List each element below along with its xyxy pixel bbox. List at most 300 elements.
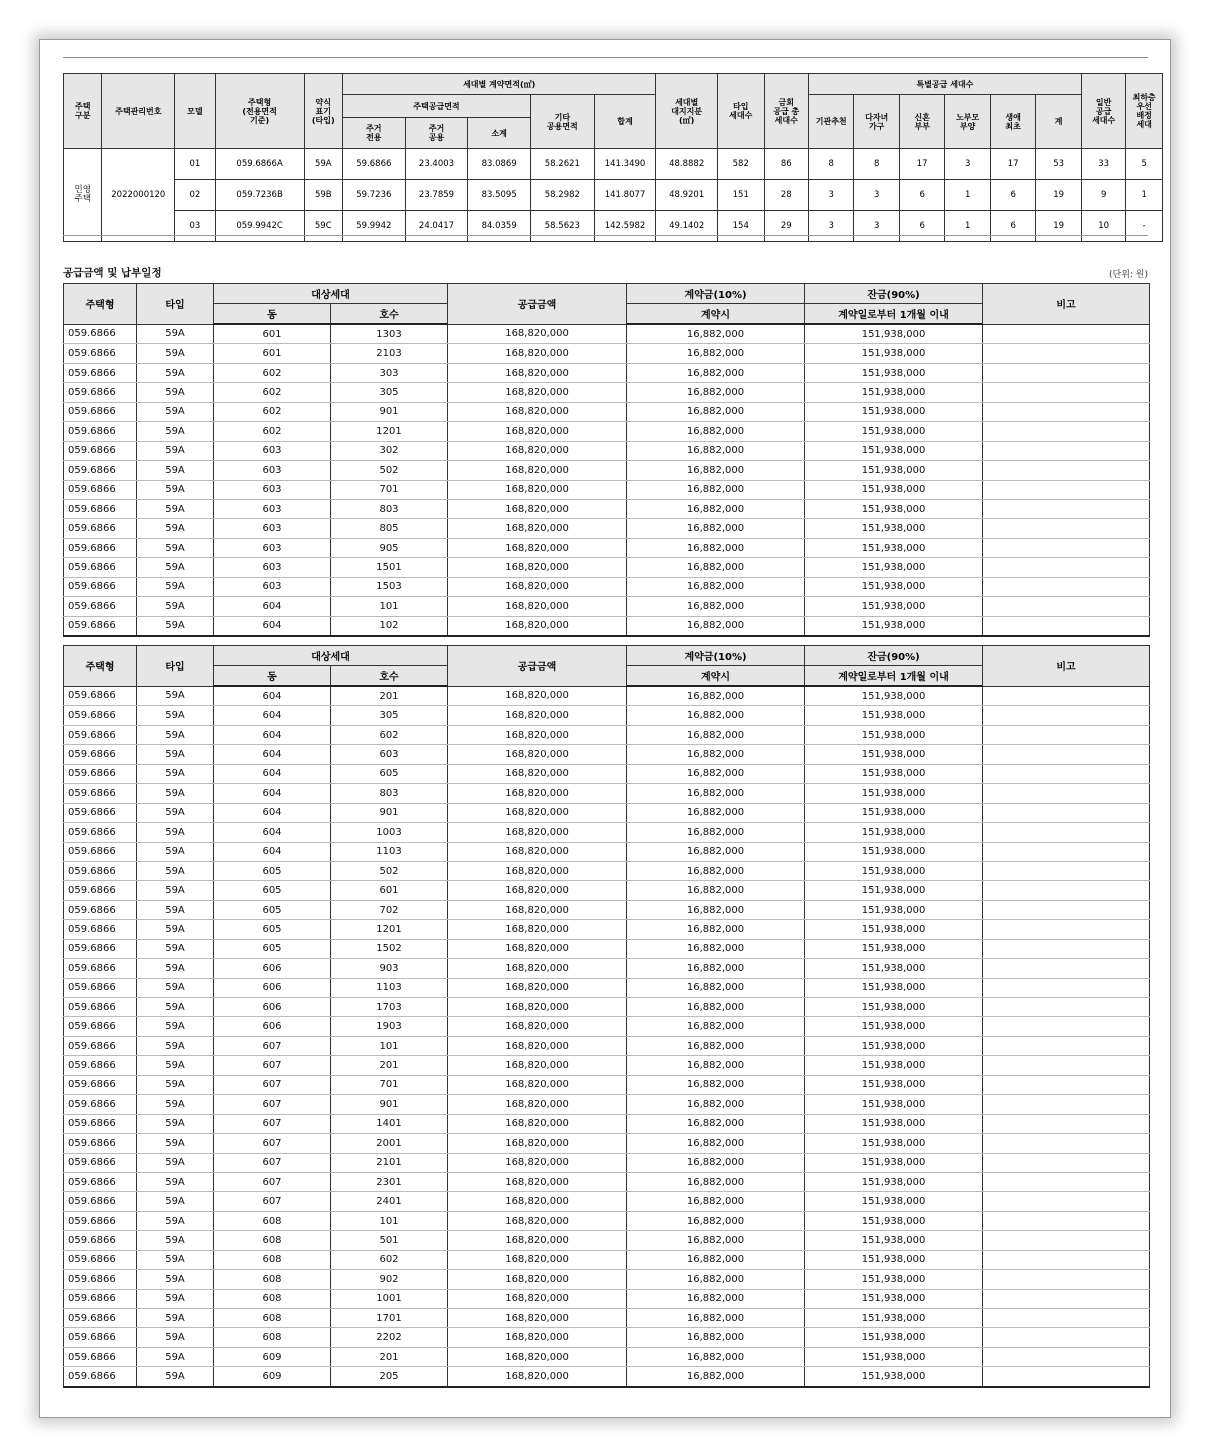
header-area-total: 합계: [594, 95, 656, 149]
cell-remarks: [983, 998, 1150, 1017]
cell-remarks: [983, 1309, 1150, 1328]
cell-unit-no: 601: [331, 881, 448, 900]
cell-supply-price: 168,820,000: [448, 920, 627, 939]
cell-remarks: [983, 1036, 1150, 1055]
cell-balance: 151,938,000: [805, 978, 983, 997]
price-row: [64, 784, 1150, 803]
cell-supply-subtotal: 83.5095: [468, 180, 531, 211]
cell-balance: 151,938,000: [805, 597, 983, 616]
cell-total-supply: 29: [764, 211, 808, 242]
cell-type: 59A: [137, 1095, 214, 1114]
cell-building: 603: [214, 577, 331, 596]
cell-housing-type: 059.6866: [64, 558, 137, 577]
cell-type: 59A: [137, 1347, 214, 1366]
cell-supply-price: 168,820,000: [448, 686, 627, 706]
cell-deposit: 16,882,000: [627, 1231, 805, 1250]
cell-unit-no: 1201: [331, 422, 448, 441]
cell-unit-no: 701: [331, 1075, 448, 1094]
cell-balance: 151,938,000: [805, 538, 983, 557]
cell-supply-price: 168,820,000: [448, 881, 627, 900]
cell-unit-no: 901: [331, 1095, 448, 1114]
cell-remarks: [983, 324, 1150, 344]
cell-type: 59A: [137, 1289, 214, 1308]
cell-type-units: 154: [718, 211, 765, 242]
cell-unit-no: 205: [331, 1367, 448, 1387]
cell-balance: 151,938,000: [805, 1036, 983, 1055]
cell-first-time: 6: [990, 180, 1035, 211]
cell-deposit: 16,882,000: [627, 597, 805, 616]
cell-remarks: [983, 461, 1150, 480]
cell-supply-price: 168,820,000: [448, 959, 627, 978]
cell-land-share: 48.8882: [656, 149, 718, 180]
cell-housing-type: 059.6866: [64, 577, 137, 596]
cell-housing-type: 059.6866: [64, 959, 137, 978]
cell-building: 604: [214, 706, 331, 725]
cell-total-supply: 86: [764, 149, 808, 180]
cell-housing-type: 059.6866: [64, 1095, 137, 1114]
cell-deposit: 16,882,000: [627, 383, 805, 402]
cell-unit-no: 605: [331, 764, 448, 783]
cell-total-supply: 28: [764, 180, 808, 211]
cell-deposit: 16,882,000: [627, 959, 805, 978]
cell-remarks: [983, 1056, 1150, 1075]
cell-unit-no: 305: [331, 706, 448, 725]
cell-type: 59A: [137, 1250, 214, 1269]
cell-type: 59A: [137, 1134, 214, 1153]
cell-housing-type: 059.6866: [64, 803, 137, 822]
cell-housing-type: 059.6866: [64, 978, 137, 997]
cell-remarks: [983, 480, 1150, 499]
price-row: [64, 383, 1150, 402]
cell-remarks: [983, 1250, 1150, 1269]
cell-model: 02: [175, 180, 215, 211]
price-row: [64, 441, 1150, 460]
cell-remarks: [983, 1231, 1150, 1250]
header-special-sum: 계: [1036, 95, 1082, 149]
cell-housing-type: 059.6866: [64, 1211, 137, 1230]
price-row: [64, 706, 1150, 725]
cell-exclusive-area: 59.6866: [342, 149, 405, 180]
cell-unit-no: 905: [331, 538, 448, 557]
cell-balance: 151,938,000: [805, 764, 983, 783]
cell-remarks: [983, 1172, 1150, 1191]
cell-special-sum: 19: [1036, 180, 1082, 211]
cell-special-sum: 19: [1036, 211, 1082, 242]
cell-housing-category: 민영 주택: [64, 149, 102, 242]
price-row: [64, 939, 1150, 958]
cell-remarks: [983, 1134, 1150, 1153]
header-balance: 잔금(90%): [805, 646, 983, 666]
cell-land-share: 49.1402: [656, 211, 718, 242]
price-row: [64, 1367, 1150, 1387]
cell-deposit: 16,882,000: [627, 764, 805, 783]
cell-balance: 151,938,000: [805, 1270, 983, 1289]
cell-unit-no: 901: [331, 803, 448, 822]
cell-housing-type: 059.6866: [64, 480, 137, 499]
cell-supply-price: 168,820,000: [448, 597, 627, 616]
cell-building: 602: [214, 383, 331, 402]
cell-housing-type: 059.6866: [64, 881, 137, 900]
price-row: [64, 1270, 1150, 1289]
cell-housing-type: 059.6866: [64, 441, 137, 460]
cell-type: 59A: [137, 900, 214, 919]
cell-housing-type: 059.6866: [64, 686, 137, 706]
cell-housing-type: 059.9942C: [215, 211, 304, 242]
price-row: [64, 1192, 1150, 1211]
cell-balance: 151,938,000: [805, 803, 983, 822]
cell-unit-no: 901: [331, 402, 448, 421]
cell-remarks: [983, 1153, 1150, 1172]
cell-type: 59A: [137, 725, 214, 744]
cell-housing-type: 059.6866: [64, 745, 137, 764]
cell-area-total: 141.8077: [594, 180, 656, 211]
cell-type: 59A: [137, 1231, 214, 1250]
cell-supply-price: 168,820,000: [448, 577, 627, 596]
header-balance-when: 계약일로부터 1개월 이내: [805, 304, 983, 325]
cell-unit-no: 101: [331, 1036, 448, 1055]
cell-building: 601: [214, 324, 331, 344]
header-other-common: 기타 공용면적: [531, 95, 595, 149]
cell-housing-type: 059.6866: [64, 461, 137, 480]
cell-deposit: 16,882,000: [627, 686, 805, 706]
header-unit-no: 호수: [331, 666, 448, 687]
cell-housing-type: 059.6866: [64, 1250, 137, 1269]
cell-other-common-area: 58.2982: [531, 180, 595, 211]
cell-first-time: 6: [990, 211, 1035, 242]
header-contract-area: 세대별 계약면적(㎡): [342, 74, 655, 95]
cell-building: 604: [214, 803, 331, 822]
price-row: [64, 1075, 1150, 1094]
cell-unit-no: 701: [331, 480, 448, 499]
header-deposit: 계약금(10%): [627, 284, 805, 304]
cell-deposit: 16,882,000: [627, 324, 805, 344]
cell-remarks: [983, 1095, 1150, 1114]
price-row: [64, 597, 1150, 616]
type-row: [64, 180, 1163, 211]
cell-deposit: 16,882,000: [627, 499, 805, 518]
cell-building: 605: [214, 881, 331, 900]
cell-building: 609: [214, 1367, 331, 1387]
cell-balance: 151,938,000: [805, 441, 983, 460]
cell-unit-no: 803: [331, 784, 448, 803]
cell-supply-price: 168,820,000: [448, 1095, 627, 1114]
cell-type: 59A: [137, 1036, 214, 1055]
cell-building: 609: [214, 1347, 331, 1366]
cell-supply-price: 168,820,000: [448, 784, 627, 803]
cell-building: 607: [214, 1075, 331, 1094]
cell-other-common-area: 58.2621: [531, 149, 595, 180]
cell-building: 604: [214, 842, 331, 861]
cell-unit-no: 102: [331, 616, 448, 636]
cell-unit-no: 702: [331, 900, 448, 919]
cell-lowest-floor: 5: [1126, 149, 1163, 180]
cell-supply-price: 168,820,000: [448, 1134, 627, 1153]
cell-remarks: [983, 1270, 1150, 1289]
cell-common-area: 23.4003: [405, 149, 468, 180]
cell-supply-price: 168,820,000: [448, 558, 627, 577]
cell-supply-price: 168,820,000: [448, 764, 627, 783]
cell-building: 604: [214, 686, 331, 706]
cell-remarks: [983, 519, 1150, 538]
cell-deposit: 16,882,000: [627, 998, 805, 1017]
cell-remarks: [983, 1211, 1150, 1230]
header-exclusive: 주거 전용: [342, 118, 405, 149]
cell-remarks: [983, 383, 1150, 402]
cell-housing-type: 059.6866A: [215, 149, 304, 180]
cell-balance: 151,938,000: [805, 383, 983, 402]
cell-balance: 151,938,000: [805, 1250, 983, 1269]
cell-general-supply: 33: [1081, 149, 1125, 180]
cell-building: 602: [214, 402, 331, 421]
cell-deposit: 16,882,000: [627, 784, 805, 803]
header-deposit: 계약금(10%): [627, 646, 805, 666]
cell-balance: 151,938,000: [805, 499, 983, 518]
cell-building: 603: [214, 538, 331, 557]
cell-deposit: 16,882,000: [627, 1095, 805, 1114]
cell-unit-no: 302: [331, 441, 448, 460]
cell-deposit: 16,882,000: [627, 881, 805, 900]
cell-deposit: 16,882,000: [627, 519, 805, 538]
cell-deposit: 16,882,000: [627, 616, 805, 636]
cell-supply-price: 168,820,000: [448, 939, 627, 958]
cell-building: 608: [214, 1250, 331, 1269]
cell-balance: 151,938,000: [805, 558, 983, 577]
cell-type: 59A: [137, 461, 214, 480]
cell-type: 59A: [137, 1192, 214, 1211]
cell-housing-type: 059.6866: [64, 784, 137, 803]
cell-remarks: [983, 920, 1150, 939]
cell-remarks: [983, 538, 1150, 557]
cell-remarks: [983, 499, 1150, 518]
cell-deposit: 16,882,000: [627, 461, 805, 480]
cell-remarks: [983, 1347, 1150, 1366]
cell-type: 59A: [137, 920, 214, 939]
cell-building: 605: [214, 920, 331, 939]
cell-housing-type: 059.6866: [64, 1231, 137, 1250]
header-model: 모델: [175, 74, 215, 149]
price-row: [64, 686, 1150, 706]
cell-housing-type: 059.6866: [64, 324, 137, 344]
cell-unit-no: 1201: [331, 920, 448, 939]
cell-type: 59A: [137, 480, 214, 499]
cell-supply-price: 168,820,000: [448, 725, 627, 744]
cell-building: 608: [214, 1328, 331, 1347]
cell-remarks: [983, 363, 1150, 382]
cell-type: 59A: [137, 784, 214, 803]
cell-type: 59A: [137, 519, 214, 538]
cell-general-supply: 9: [1081, 180, 1125, 211]
cell-housing-type: 059.6866: [64, 538, 137, 557]
cell-deposit: 16,882,000: [627, 978, 805, 997]
cell-deposit: 16,882,000: [627, 480, 805, 499]
cell-balance: 151,938,000: [805, 920, 983, 939]
price-row: [64, 920, 1150, 939]
price-row: [64, 1172, 1150, 1191]
cell-building: 603: [214, 499, 331, 518]
cell-unit-no: 305: [331, 383, 448, 402]
cell-first-time: 17: [990, 149, 1035, 180]
cell-remarks: [983, 823, 1150, 842]
price-row: [64, 363, 1150, 382]
cell-remarks: [983, 939, 1150, 958]
cell-housing-type: 059.6866: [64, 998, 137, 1017]
cell-building: 607: [214, 1036, 331, 1055]
cell-multi-child: 3: [854, 180, 899, 211]
cell-deposit: 16,882,000: [627, 1134, 805, 1153]
price-row: [64, 745, 1150, 764]
cell-balance: 151,938,000: [805, 1056, 983, 1075]
cell-balance: 151,938,000: [805, 1211, 983, 1230]
cell-building: 606: [214, 1017, 331, 1036]
cell-supply-price: 168,820,000: [448, 1172, 627, 1191]
cell-remarks: [983, 978, 1150, 997]
cell-unit-no: 1502: [331, 939, 448, 958]
cell-deposit: 16,882,000: [627, 1017, 805, 1036]
cell-building: 607: [214, 1114, 331, 1133]
cell-balance: 151,938,000: [805, 745, 983, 764]
cell-deposit: 16,882,000: [627, 577, 805, 596]
cell-supply-price: 168,820,000: [448, 861, 627, 880]
cell-supply-price: 168,820,000: [448, 1309, 627, 1328]
cell-type: 59A: [137, 1328, 214, 1347]
header-common: 주거 공용: [405, 118, 468, 149]
cell-supply-price: 168,820,000: [448, 745, 627, 764]
price-schedule-table-2: [63, 645, 1150, 1388]
cell-building: 605: [214, 900, 331, 919]
cell-supply-price: 168,820,000: [448, 519, 627, 538]
cell-type: 59A: [137, 441, 214, 460]
cell-elderly-parent: 1: [945, 211, 990, 242]
cell-unit-no: 101: [331, 597, 448, 616]
cell-deposit: 16,882,000: [627, 1347, 805, 1366]
cell-building: 601: [214, 344, 331, 363]
header-deposit-when: 계약시: [627, 666, 805, 687]
cell-building: 605: [214, 939, 331, 958]
cell-deposit: 16,882,000: [627, 402, 805, 421]
cell-deposit: 16,882,000: [627, 363, 805, 382]
cell-housing-type: 059.6866: [64, 1036, 137, 1055]
cell-remarks: [983, 881, 1150, 900]
cell-deposit: 16,882,000: [627, 1367, 805, 1387]
document-content: [63, 57, 1156, 1397]
cell-supply-price: 168,820,000: [448, 1328, 627, 1347]
header-housing-type: 주택형 (전용면적 기준): [215, 74, 304, 149]
cell-type: 59A: [137, 1017, 214, 1036]
cell-housing-type: 059.6866: [64, 499, 137, 518]
cell-type-units: 582: [718, 149, 765, 180]
cell-land-share: 48.9201: [656, 180, 718, 211]
cell-type: 59A: [137, 402, 214, 421]
cell-housing-type: 059.6866: [64, 1367, 137, 1387]
header-remarks: 비고: [983, 646, 1150, 687]
price-row: [64, 1289, 1150, 1308]
cell-deposit: 16,882,000: [627, 900, 805, 919]
cell-balance: 151,938,000: [805, 1231, 983, 1250]
cell-type: 59A: [137, 842, 214, 861]
header-subtotal: 소계: [468, 118, 531, 149]
cell-building: 604: [214, 764, 331, 783]
cell-housing-type: 059.6866: [64, 939, 137, 958]
cell-unit-no: 805: [331, 519, 448, 538]
cell-balance: 151,938,000: [805, 519, 983, 538]
price-row: [64, 881, 1150, 900]
unit-label: (단위: 원): [1109, 270, 1148, 280]
cell-balance: 151,938,000: [805, 1328, 983, 1347]
header-institution: 기관추천: [808, 95, 853, 149]
cell-building: 607: [214, 1172, 331, 1191]
cell-housing-type: 059.6866: [64, 1153, 137, 1172]
header-supply-price: 공급금액: [448, 284, 627, 325]
cell-unit-no: 1303: [331, 324, 448, 344]
cell-supply-price: 168,820,000: [448, 842, 627, 861]
cell-unit-no: 2401: [331, 1192, 448, 1211]
cell-balance: 151,938,000: [805, 686, 983, 706]
cell-unit-no: 2301: [331, 1172, 448, 1191]
cell-unit-no: 1001: [331, 1289, 448, 1308]
cell-unit-no: 201: [331, 1347, 448, 1366]
cell-deposit: 16,882,000: [627, 1309, 805, 1328]
cell-balance: 151,938,000: [805, 1095, 983, 1114]
cell-remarks: [983, 402, 1150, 421]
cell-elderly-parent: 1: [945, 180, 990, 211]
cell-deposit: 16,882,000: [627, 725, 805, 744]
cell-building: 608: [214, 1309, 331, 1328]
cell-deposit: 16,882,000: [627, 422, 805, 441]
header-housing-type: 주택형: [64, 284, 137, 325]
price-row: [64, 1211, 1150, 1230]
cell-model: 03: [175, 211, 215, 242]
cell-balance: 151,938,000: [805, 725, 983, 744]
price-row: [64, 1231, 1150, 1250]
price-row: [64, 324, 1150, 344]
cell-deposit: 16,882,000: [627, 842, 805, 861]
cell-housing-type: 059.6866: [64, 1017, 137, 1036]
cell-supply-price: 168,820,000: [448, 1347, 627, 1366]
cell-supply-price: 168,820,000: [448, 1250, 627, 1269]
cell-remarks: [983, 577, 1150, 596]
cell-building: 607: [214, 1095, 331, 1114]
cell-remarks: [983, 686, 1150, 706]
cell-newlywed: 6: [899, 180, 944, 211]
cell-supply-price: 168,820,000: [448, 324, 627, 344]
cell-supply-price: 168,820,000: [448, 1056, 627, 1075]
cell-housing-type: 059.6866: [64, 344, 137, 363]
cell-multi-child: 3: [854, 211, 899, 242]
price-row: [64, 499, 1150, 518]
cell-remarks: [983, 422, 1150, 441]
cell-exclusive-area: 59.9942: [342, 211, 405, 242]
header-special-supply: 특별공급 세대수: [808, 74, 1081, 95]
cell-building: 603: [214, 558, 331, 577]
cell-building: 603: [214, 441, 331, 460]
header-balance: 잔금(90%): [805, 284, 983, 304]
cell-general-supply: 10: [1081, 211, 1125, 242]
cell-housing-type: 059.6866: [64, 1347, 137, 1366]
cell-balance: 151,938,000: [805, 900, 983, 919]
cell-balance: 151,938,000: [805, 616, 983, 636]
price-row: [64, 998, 1150, 1017]
cell-unit-no: 303: [331, 363, 448, 382]
cell-type: 59A: [137, 538, 214, 557]
cell-unit-no: 1903: [331, 1017, 448, 1036]
cell-type: 59A: [137, 1056, 214, 1075]
cell-supply-price: 168,820,000: [448, 1367, 627, 1387]
price-row: [64, 959, 1150, 978]
cell-type: 59A: [137, 686, 214, 706]
cell-remarks: [983, 803, 1150, 822]
cell-deposit: 16,882,000: [627, 1075, 805, 1094]
cell-remarks: [983, 764, 1150, 783]
